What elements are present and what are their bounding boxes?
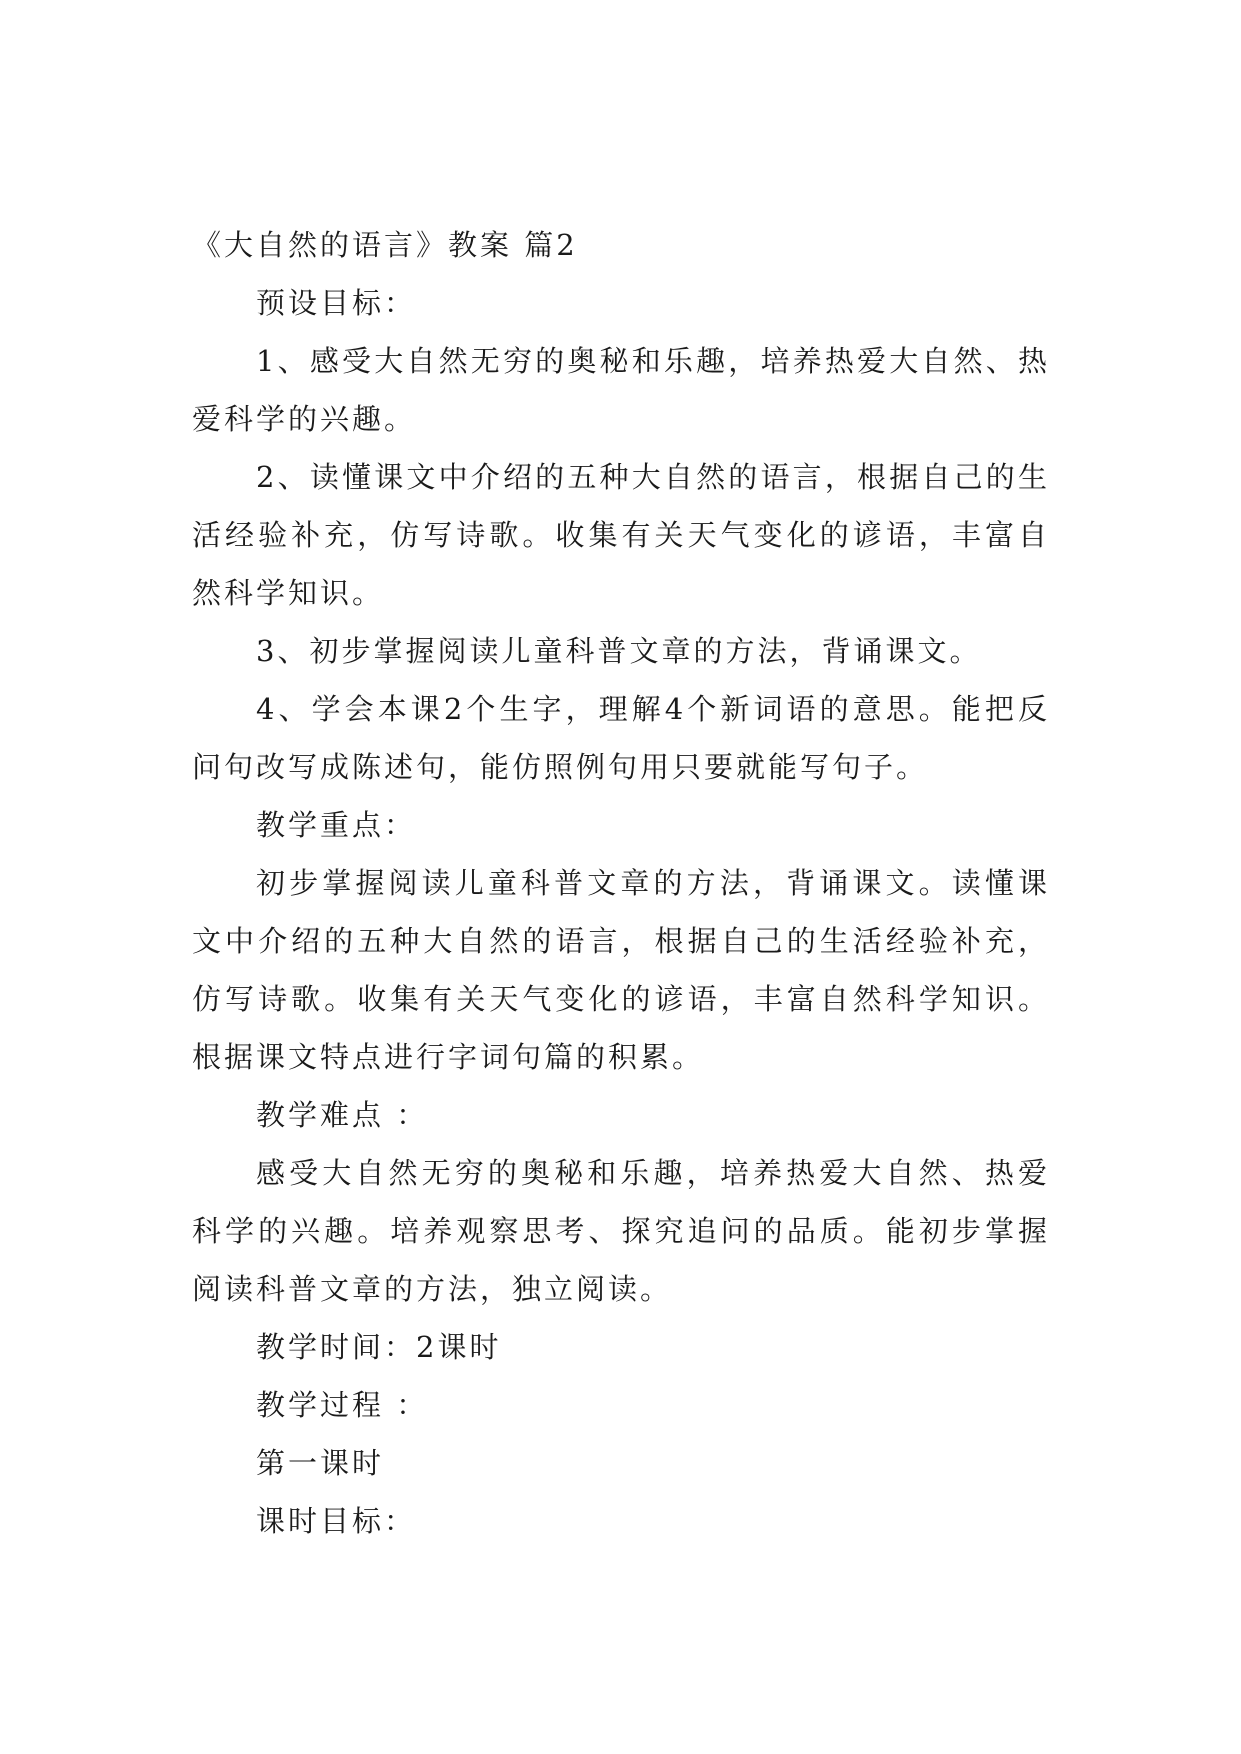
teaching-focus-text: 初步掌握阅读儿童科普文章的方法，背诵课文。读懂课文中介绍的五种大自然的语言，根据自己的生活经验补充，仿写诗歌。收集有关天气变化的谚语，丰富自然科学知识。根据课文特点进行字词句篇的积累。 [192, 866, 1050, 1074]
heading-teaching-focus: 教学重点： [256, 808, 417, 842]
heading-teaching-difficulty: 教学难点 ： [256, 1098, 429, 1132]
goal-item-1: 1、感受大自然无穷的奥秘和乐趣，培养热爱大自然、热爱科学的兴趣。 [192, 344, 1050, 436]
heading-preset-goals: 预设目标： [256, 286, 417, 320]
goal-item-3: 3、初步掌握阅读儿童科普文章的方法，背诵课文。 [256, 634, 982, 668]
teaching-time: 教学时间：2课时 [256, 1330, 502, 1364]
heading-first-lesson: 第一课时 [256, 1446, 385, 1480]
document-body [192, 216, 1050, 1550]
goal-item-4: 4、学会本课2个生字，理解4个新词语的意思。能把反问句改写成陈述句，能仿照例句用只要就能写句子。 [192, 692, 1050, 784]
teaching-difficulty-text: 感受大自然无穷的奥秘和乐趣，培养热爱大自然、热爱科学的兴趣。培养观察思考、探究追问的品质。能初步掌握阅读科普文章的方法，独立阅读。 [192, 1156, 1050, 1306]
goal-item-2: 2、读懂课文中介绍的五种大自然的语言，根据自己的生活经验补充，仿写诗歌。收集有关天气变化的谚语，丰富自然科学知识。 [192, 460, 1050, 610]
heading-teaching-process: 教学过程 ： [256, 1388, 429, 1422]
heading-lesson-goals: 课时目标： [256, 1504, 417, 1538]
document-title: 《大自然的语言》教案 篇2 [192, 228, 578, 262]
